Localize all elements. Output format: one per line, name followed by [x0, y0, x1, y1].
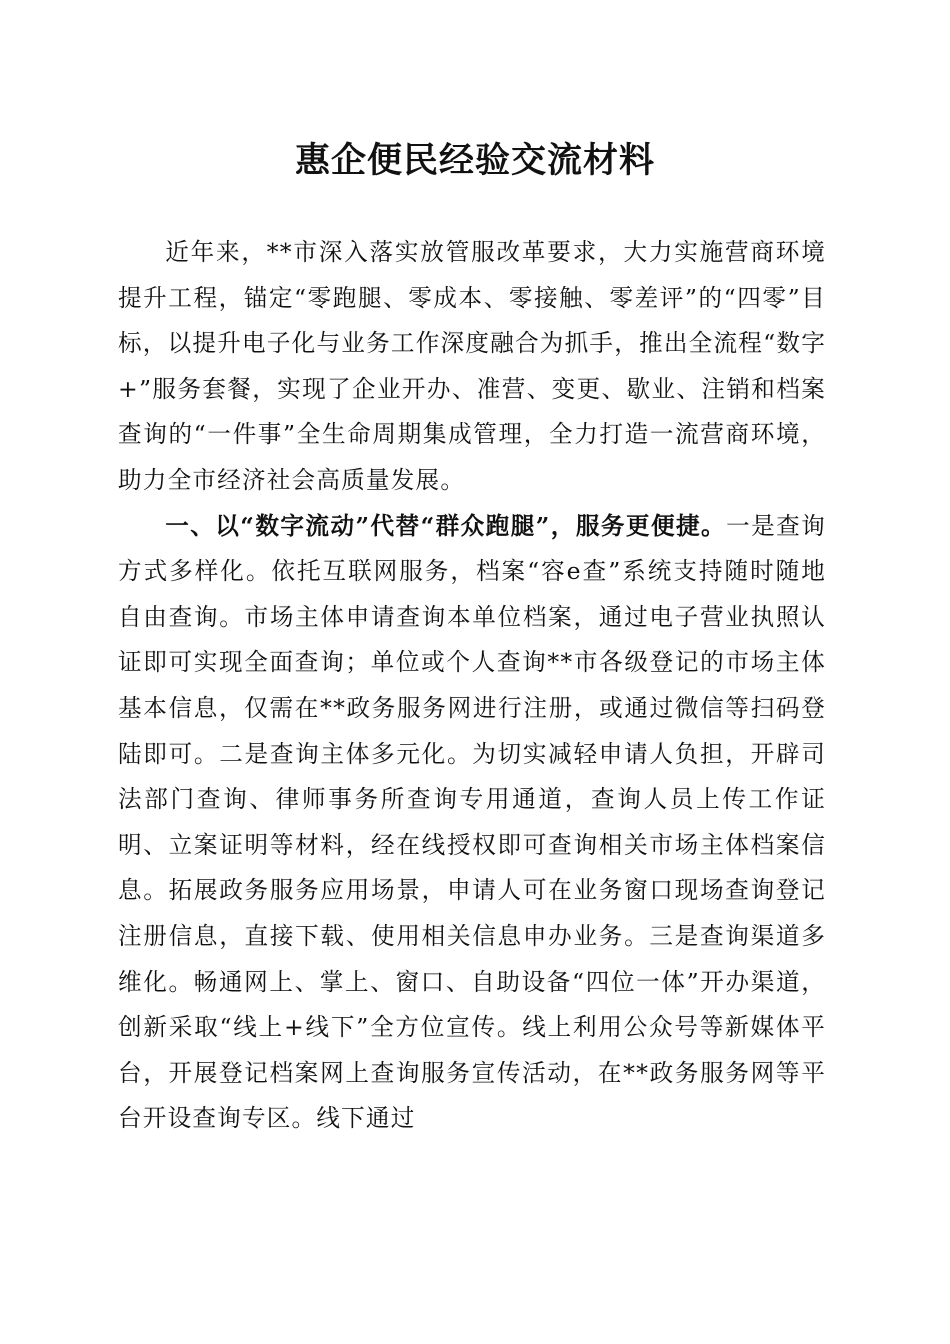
- intro-paragraph: 近年来，**市深入落实放管服改革要求，大力实施营商环境提升工程，锚定“零跑腿、零成本、零接触、零差评”的“四零”目标，以提升电子化与业务工作深度融合为抓手，推出全流程“数字+”服务套餐，实现了企业开办、准营、变更、歇业、注销和档案查询的“一件事”全生命周期集成管理，全力打造一流营商环境，助力全市经济社会高质量发展。: [118, 238, 826, 494]
- section-1-paragraph: [118, 504, 826, 1142]
- section-1-body: 一是查询方式多样化。依托互联网服务，档案“容e查”系统支持随时随地自由查询。市场主体申请查询本单位档案，通过电子营业执照认证即可实现全面查询；单位或个人查询**市各级登记的市场主体基本信息，仅需在**政务服务网进行注册，或通过微信等扫码登陆即可。二是查询主体多元化。为切实减轻申请人负担，开辟司法部门查询、律师事务所查询专用通道，查询人员上传工作证明、立案证明等材料，经在线授权即可查询相关市场主体档案信息。拓展政务服务应用场景，申请人可在业务窗口现场查询登记注册信息，直接下载、使用相关信息申办业务。三是查询渠道多维化。畅通网上、掌上、窗口、自助设备“四位一体”开办渠道，创新采取“线上+线下”全方位宣传。线上利用公众号等新媒体平台，开展登记档案网上查询服务宣传活动，在**政务服务网等平台开设查询专区。线下通过: [118, 511, 826, 1133]
- document-body: [118, 230, 826, 1142]
- document-title: 惠企便民经验交流材料: [294, 140, 655, 181]
- section-1-heading: 一、以“数字流动”代替“群众跑腿”，服务更便捷。: [165, 511, 727, 540]
